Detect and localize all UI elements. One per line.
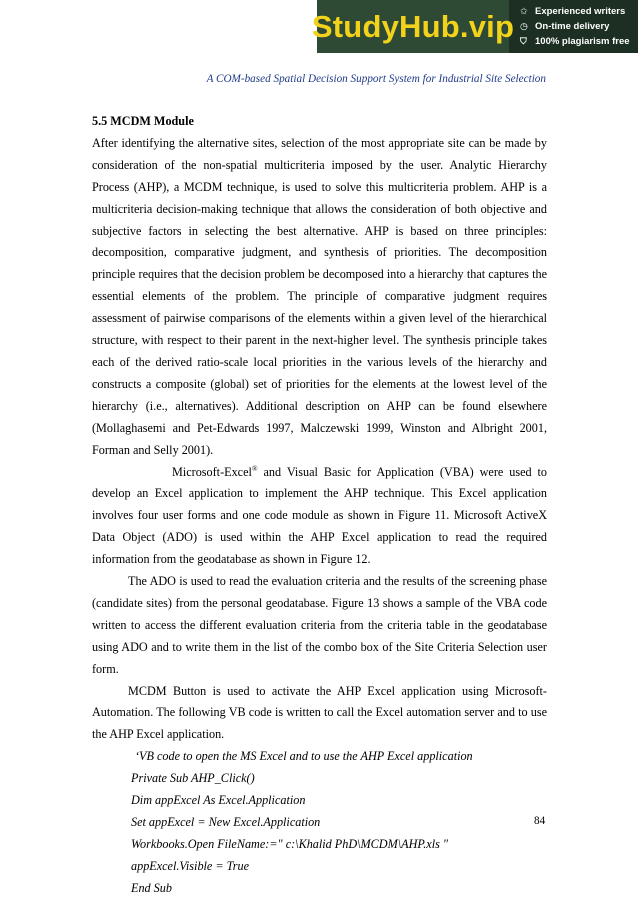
paragraph-text: and Visual Basic for Application (VBA) were used to develop an Excel application to implement the AHP technique. This Excel application involves four user forms and one code module as shown in Figure 11. Microsoft ActiveX Data Object (ADO) is used within the AHP Excel application to read the required information from the geodatabase as shown in Figure 12. xyxy=(92,464,547,567)
code-line: Dim appExcel As Excel.Application xyxy=(131,793,306,808)
section-title: 5.5 MCDM Module xyxy=(92,114,194,128)
feature-experienced-writers xyxy=(520,5,630,18)
page-number: 84 xyxy=(534,815,546,827)
logo-text: StudyHub.vip xyxy=(311,8,515,44)
paragraph-ahp-intro: After identifying the alternative sites, selection of the most appropriate site can be made by consideration of the non-spatial multicriteria imposed by the user. Analytic Hierarchy Process (AHP), a MCDM technique, is used to solve this multicriteria problem. AHP is a multicriteria decision-making technique that allows the consideration of both objective and subjective factors in selecting the best alternative. AHP is based on three principles: decomposition, comparative judgment, and synthesis of priorities. The decomposition principle requires that the decision problem be decomposed into a hierarchy that captures the essential elements of the problem. The principle of comparative judgment requires assessment of pairwise comparisons of the elements within a given level of the hierarchical structure, with respect to their parent in the next-higher level. The synthesis principle takes each of the derived ratio-scale local priorities in the various levels of the hierarchy and constructs a composite (global) set of priorities for the elements at the lowest level of the hierarchy (i.e., alternatives). Additional description on AHP can be found elsewhere (Mollaghasemi and Pet-Edwards 1997, Malczewski 1999, Winston and Albright 2001, Forman and Selly 2001). xyxy=(92,135,547,457)
clock-icon: ◷ xyxy=(520,21,528,31)
page-body xyxy=(92,111,547,900)
banner-features xyxy=(509,5,630,48)
studyhub-logo xyxy=(311,0,515,53)
code-line: ‘VB code to open the MS Excel and to use the AHP Excel application xyxy=(135,749,473,764)
running-head: A COM-based Spatial Decision Support System for Industrial Site Selection xyxy=(206,73,546,85)
code-block xyxy=(92,746,547,899)
feature-plagiarism-free xyxy=(520,35,630,48)
code-line: Set appExcel = New Excel.Application xyxy=(131,815,321,829)
excel-name: Microsoft-Excel xyxy=(172,464,252,479)
studyhub-banner xyxy=(311,0,638,53)
feature-on-time-delivery xyxy=(520,20,630,33)
feature-text: On-time delivery xyxy=(535,21,610,32)
paragraph-mcdm-button: MCDM Button is used to activate the AHP Excel application using Microsoft-Automation. The following VB code is written to call the Excel automation server and to use the AHP Excel application. xyxy=(92,683,547,742)
registered-mark: ® xyxy=(251,463,258,473)
feature-text: 100% plagiarism free xyxy=(535,36,630,47)
paragraph-excel-application xyxy=(92,462,547,572)
code-line: appExcel.Visible = True xyxy=(131,858,249,873)
paragraph-ado: The ADO is used to read the evaluation criteria and the results of the screening phase (candidate sites) from the personal geodatabase. Figure 13 shows a sample of the VBA code written to access the different evaluation criteria from the criteria table in the geodatabase using ADO and to write them in the list of the combo box of the Site Criteria Selection user form. xyxy=(92,574,547,676)
code-line: Private Sub AHP_Click() xyxy=(131,771,255,786)
code-line: Workbooks.Open FileName:=" c:\Khalid PhD\MCDM\AHP.xls " xyxy=(131,836,449,851)
feature-text: Experienced writers xyxy=(535,6,626,17)
shield-icon: ⛉ xyxy=(520,36,527,46)
code-line: End Sub xyxy=(131,880,172,895)
star-icon: ✩ xyxy=(520,6,528,16)
